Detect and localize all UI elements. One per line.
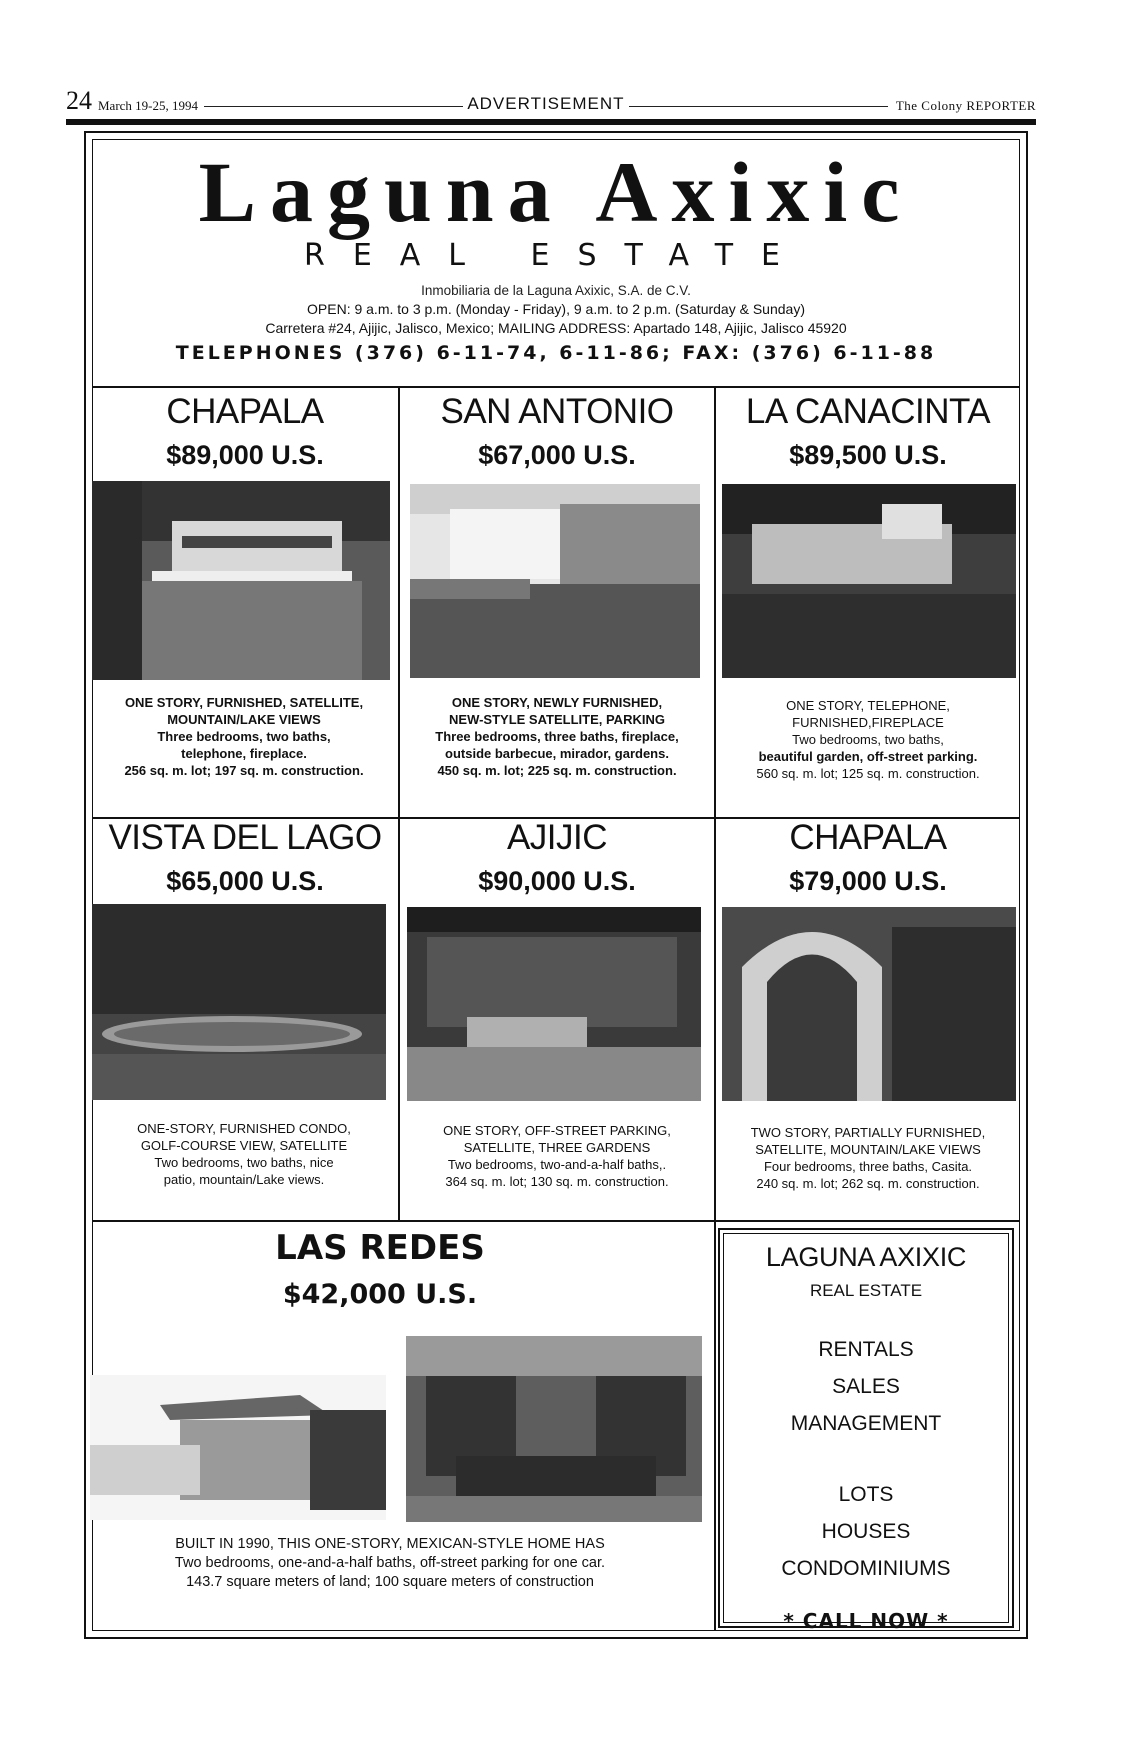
service-sales: SALES (832, 1375, 900, 1398)
listing-photo (722, 907, 1016, 1101)
masthead-rule (204, 106, 463, 107)
listing-card (400, 392, 714, 472)
listing-description: ONE STORY, FURNISHED, SATELLITE, MOUNTAIN/LAKE VIEWS Three bedrooms, two baths, telephone, fireplace. 256 sq. m. lot; 197 sq. m. construction. (124, 695, 364, 778)
office-address: Carretera #24, Ajijic, Jalisco, Mexico; MAILING ADDRESS: Apartado 148, Ajijic, Jalisco 45920 (265, 320, 847, 336)
grid-rule (714, 386, 716, 1220)
section-label: ADVERTISEMENT (467, 94, 625, 113)
property-lots: LOTS (838, 1483, 894, 1506)
listing-card (716, 818, 1020, 898)
service-rentals: RENTALS (818, 1338, 914, 1361)
grid-rule (92, 386, 1020, 388)
services-title: LAGUNA AXIXIC (765, 1242, 967, 1272)
listing-location: AJIJIC (506, 818, 608, 857)
listing-description: ONE STORY, OFF-STREET PARKING, SATELLITE, THREE GARDENS Two bedrooms, two-and-a-half baths,. 364 sq. m. lot; 130 sq. m. construction. (443, 1123, 671, 1189)
featured-description: BUILT IN 1990, THIS ONE-STORY, MEXICAN-STYLE HOME HAS Two bedrooms, one-and-a-half baths, off-street parking for one car. 143.7 square meters of land; 100 square meters of construction (174, 1536, 606, 1590)
listing-location: CHAPALA (789, 818, 947, 857)
phone-numbers: TELEPHONES (376) 6-11-74, 6-11-86; FAX: (376) 6-11-88 (175, 342, 937, 364)
listing-card (716, 392, 1020, 472)
listing-card (92, 818, 398, 898)
company-title: Laguna Axixic (198, 144, 914, 240)
services-box-inner (723, 1233, 1009, 1633)
listing-photo (407, 907, 701, 1101)
listing-photo (92, 481, 390, 680)
publication-name: The Colony REPORTER (895, 98, 1036, 113)
listing-description: ONE STORY, NEWLY FURNISHED, NEW-STYLE SATELLITE, PARKING Three bedrooms, three baths, fireplace, outside barbecue, mirador, gardens. 450 sq. m. lot; 225 sq. m. construction. (435, 695, 679, 778)
listing-price: $89,000 U.S. (166, 440, 324, 470)
masthead-rule (629, 106, 888, 107)
services-subtitle: REAL ESTATE (809, 1281, 923, 1300)
masthead-thick-rule (66, 119, 1036, 125)
featured-location: LAS REDES (275, 1228, 485, 1268)
listing-price: $90,000 U.S. (478, 866, 636, 896)
property-condominiums: CONDOMINIUMS (781, 1557, 951, 1580)
listing-photo (410, 484, 700, 678)
listing-card (400, 818, 714, 898)
listing-price: $67,000 U.S. (478, 440, 636, 470)
masthead (66, 84, 1036, 114)
grid-rule (714, 1220, 716, 1631)
listing-price: $89,500 U.S. (789, 440, 947, 470)
listing-price: $65,000 U.S. (166, 866, 324, 896)
listing-photo (722, 484, 1016, 678)
listing-description: TWO STORY, PARTIALLY FURNISHED, SATELLITE, MOUNTAIN/LAKE VIEWS Four bedrooms, three baths, Casita. 240 sq. m. lot; 262 sq. m. construction. (750, 1125, 986, 1191)
featured-photo-interior (406, 1336, 702, 1522)
service-management: MANAGEMENT (790, 1412, 942, 1435)
property-houses: HOUSES (821, 1520, 911, 1543)
listing-location: LA CANACINTA (745, 392, 991, 431)
listing-location: VISTA DEL LAGO (108, 818, 382, 857)
listing-location: CHAPALA (166, 392, 324, 431)
ad-header (92, 139, 1020, 364)
listing-price: $79,000 U.S. (789, 866, 947, 896)
call-now: * CALL NOW * (783, 1609, 949, 1633)
listing-card (92, 392, 398, 472)
listing-location: SAN ANTONIO (440, 392, 674, 431)
grid-rule (92, 1220, 1020, 1222)
company-subtitle: REAL ESTATE (303, 238, 809, 273)
grid-rule (398, 386, 400, 1220)
issue-date: March 19-25, 1994 (98, 98, 199, 113)
listing-description: ONE STORY, TELEPHONE, FURNISHED,FIREPLACE Two bedrooms, two baths, beautiful garden, off-street parking. 560 sq. m. lot; 125 sq. m. construction. (756, 698, 980, 781)
listing-photo (92, 904, 386, 1100)
featured-price: $42,000 U.S. (282, 1279, 478, 1310)
listing-description: ONE-STORY, FURNISHED CONDO, GOLF-COURSE VIEW, SATELLITE Two bedrooms, two baths, nice patio, mountain/Lake views. (137, 1121, 351, 1187)
legal-name: Inmobiliaria de la Laguna Axixic, S.A. de C.V. (421, 283, 691, 298)
office-hours: OPEN: 9 a.m. to 3 p.m. (Monday - Friday), 9 a.m. to 2 p.m. (Saturday & Sunday) (307, 301, 805, 317)
featured-photo-exterior (90, 1375, 386, 1520)
page-number: 24 (66, 86, 92, 115)
